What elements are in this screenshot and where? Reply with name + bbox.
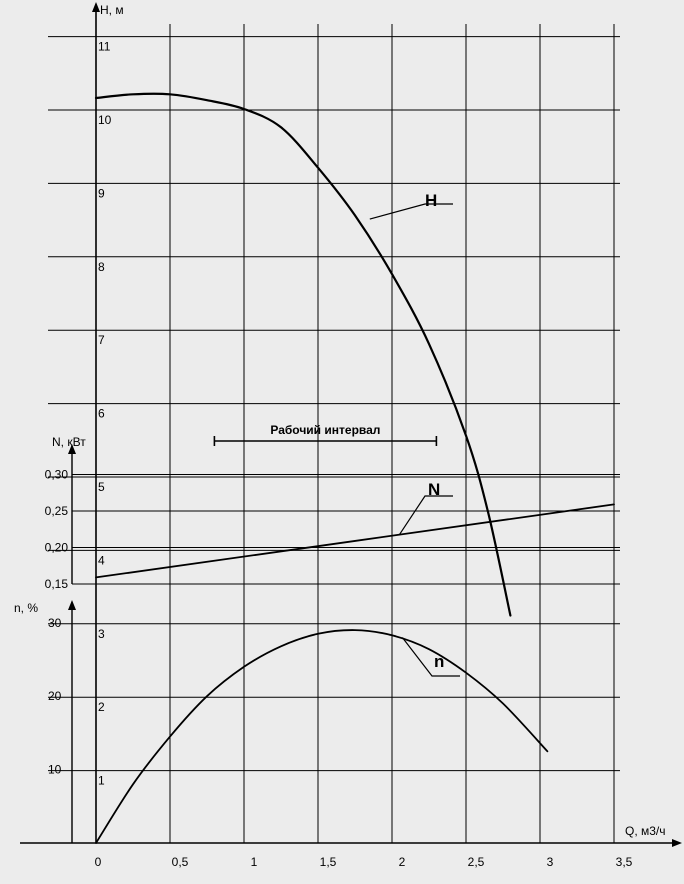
head-tick-label: 11 [98, 39, 111, 54]
q-tick-label: 1,5 [319, 855, 337, 869]
head-tick-label: 9 [98, 186, 105, 201]
head-tick-label: 10 [98, 113, 112, 127]
q-tick-label: 1 [250, 855, 258, 869]
head-tick-label: 5 [98, 480, 105, 494]
head-tick-label: 4 [98, 553, 105, 568]
q-tick-label: 0,5 [171, 855, 189, 869]
q-tick-label: 2 [398, 855, 406, 869]
series-n-label: n [434, 652, 445, 671]
series-n-label: N [428, 480, 441, 499]
power-axis-title: N, кВт [52, 435, 86, 449]
series-h-label: H [425, 191, 438, 210]
q-axis-title: Q, м3/ч [625, 824, 666, 838]
head-tick-label: 7 [98, 333, 105, 348]
q-tick-label: 3 [546, 855, 554, 869]
power-tick-label: 0,25 [44, 504, 68, 518]
efficiency-tick-label: 10 [48, 762, 62, 777]
head-tick-label: 1 [98, 773, 105, 788]
q-tick-label: 2,5 [467, 855, 485, 869]
head-tick-label: 8 [98, 259, 105, 274]
power-tick-label: 0,20 [44, 540, 68, 555]
efficiency-tick-label: 20 [48, 689, 62, 704]
head-tick-label: 3 [98, 626, 105, 641]
efficiency-axis-title: n, % [14, 601, 39, 615]
q-tick-label: 0 [94, 855, 102, 869]
head-axis-title: H, м [100, 3, 124, 17]
working-interval-label: Рабочий интервал [270, 423, 381, 437]
power-tick-label: 0,30 [44, 467, 68, 482]
q-tick-label: 3,5 [615, 855, 633, 869]
head-tick-label: 6 [98, 406, 105, 421]
head-tick-label: 2 [98, 700, 105, 715]
power-tick-label: 0,15 [44, 577, 68, 591]
efficiency-tick-label: 30 [48, 615, 62, 630]
